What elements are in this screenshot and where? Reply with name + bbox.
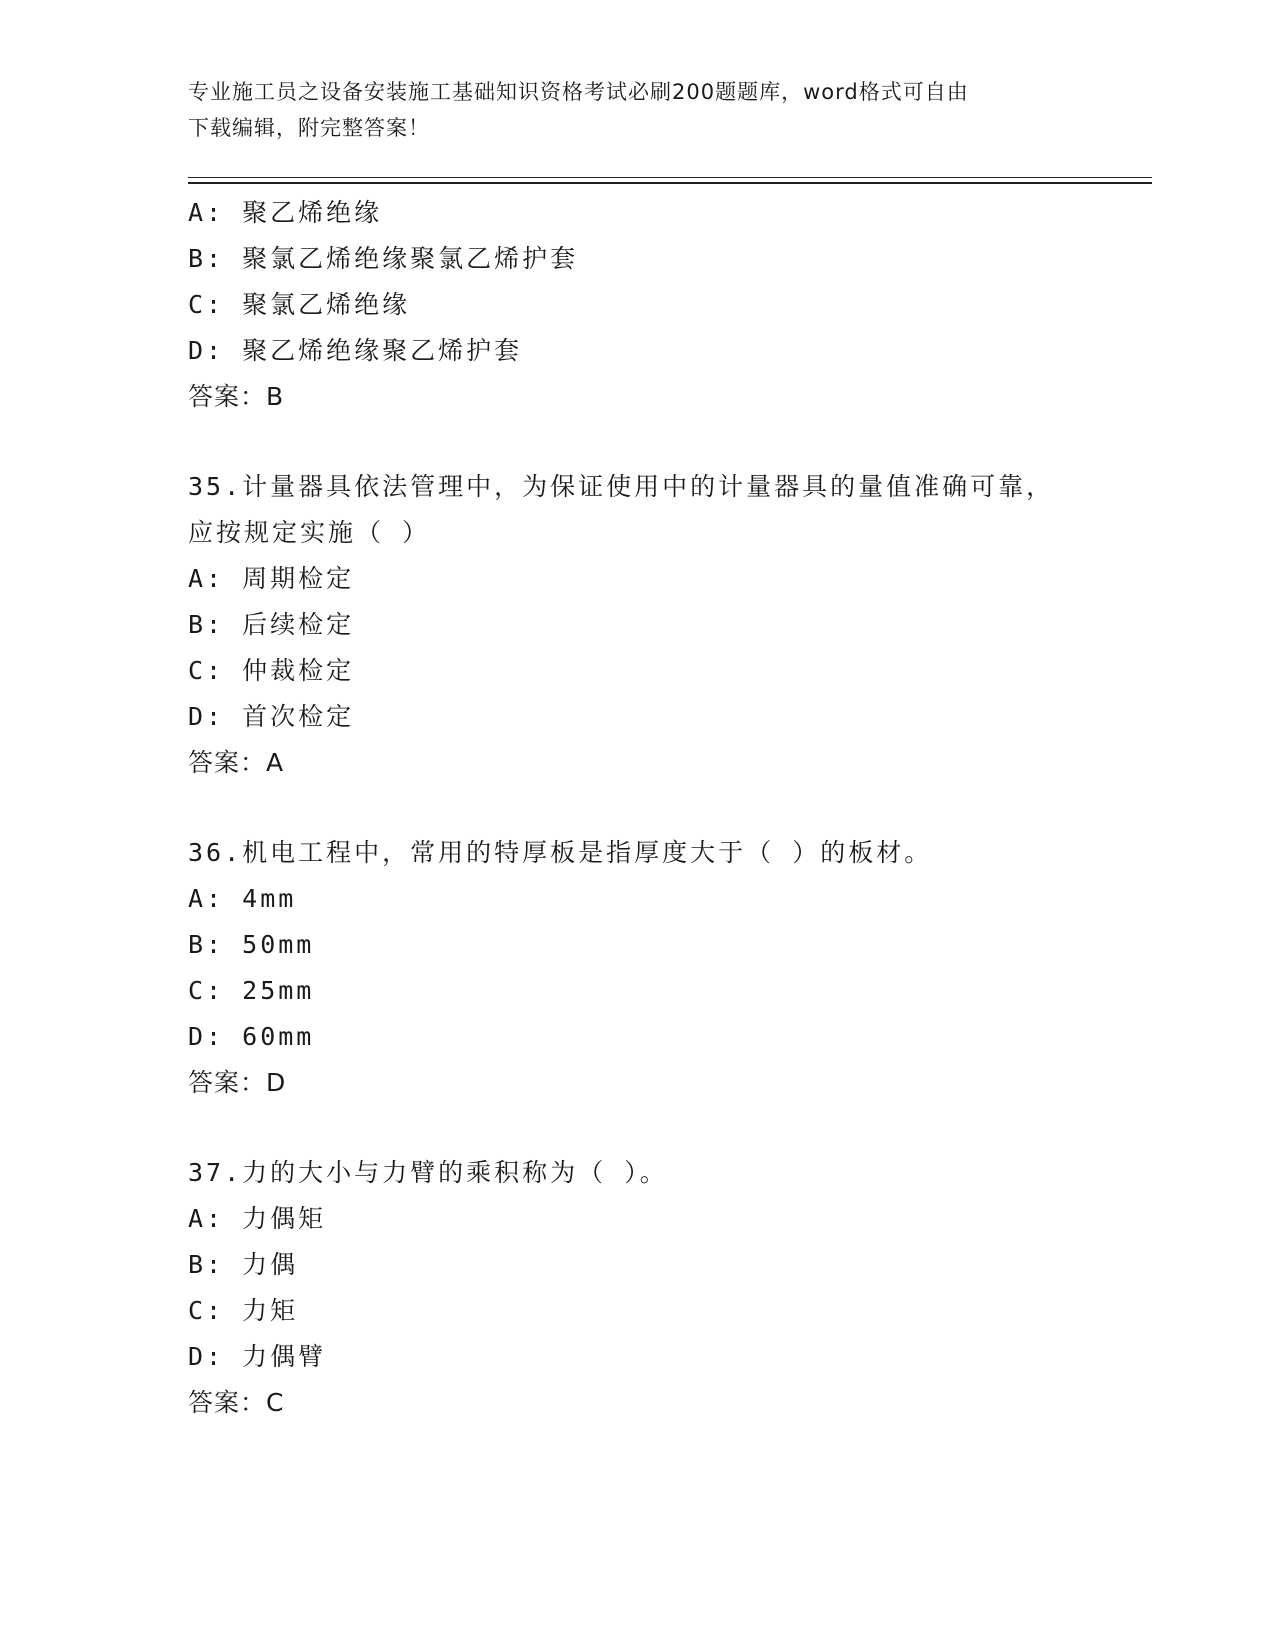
option-c: C: 聚氯乙烯绝缘 <box>188 290 411 319</box>
option-c: C: 仲裁检定 <box>188 656 355 685</box>
answer-line: 答案：A <box>188 748 285 777</box>
answer-line: 答案：D <box>188 1068 287 1097</box>
spacer <box>188 786 1088 830</box>
question-stem-line-1: 35.计量器具依法管理中，为保证使用中的计量器具的量值准确可靠， <box>188 472 1055 501</box>
header-rule-thick <box>188 182 1152 184</box>
question-35 <box>188 464 1088 786</box>
option-a: A: 力偶矩 <box>188 1204 327 1233</box>
question-stem-line-2: 应按规定实施（ ） <box>188 518 431 547</box>
question-34 <box>188 190 1088 420</box>
question-content <box>188 190 1088 1426</box>
document-header <box>188 74 1068 146</box>
option-c: C: 力矩 <box>188 1296 299 1325</box>
question-stem <box>188 830 1068 876</box>
option-b: B: 后续检定 <box>188 610 355 639</box>
header-line-2: 下载编辑，附完整答案！ <box>188 116 430 140</box>
option-b: B: 聚氯乙烯绝缘聚氯乙烯护套 <box>188 244 579 273</box>
option-a: A: 聚乙烯绝缘 <box>188 198 383 227</box>
header-rule-thin <box>188 177 1152 178</box>
option-d: D: 力偶臂 <box>188 1342 327 1371</box>
answer-line: 答案：C <box>188 1388 285 1417</box>
option-a: A: 4mm <box>188 884 297 913</box>
spacer <box>188 420 1088 464</box>
option-d: D: 聚乙烯绝缘聚乙烯护套 <box>188 336 523 365</box>
question-stem-line-1: 37.力的大小与力臂的乘积称为（ ）。 <box>188 1158 668 1187</box>
question-stem-line-1: 36.机电工程中，常用的特厚板是指厚度大于（ ）的板材。 <box>188 838 933 867</box>
question-36 <box>188 830 1088 1106</box>
option-a: A: 周期检定 <box>188 564 355 593</box>
answer-line: 答案：B <box>188 382 285 411</box>
question-stem <box>188 464 1068 556</box>
question-stem <box>188 1150 1068 1196</box>
option-b: B: 力偶 <box>188 1250 299 1279</box>
option-d: D: 首次检定 <box>188 702 355 731</box>
question-37 <box>188 1150 1088 1426</box>
option-c: C: 25mm <box>188 976 315 1005</box>
spacer <box>188 1106 1088 1150</box>
option-d: D: 60mm <box>188 1022 315 1051</box>
header-line-1: 专业施工员之设备安装施工基础知识资格考试必刷200题题库，word格式可自由 <box>188 80 969 104</box>
option-b: B: 50mm <box>188 930 315 959</box>
